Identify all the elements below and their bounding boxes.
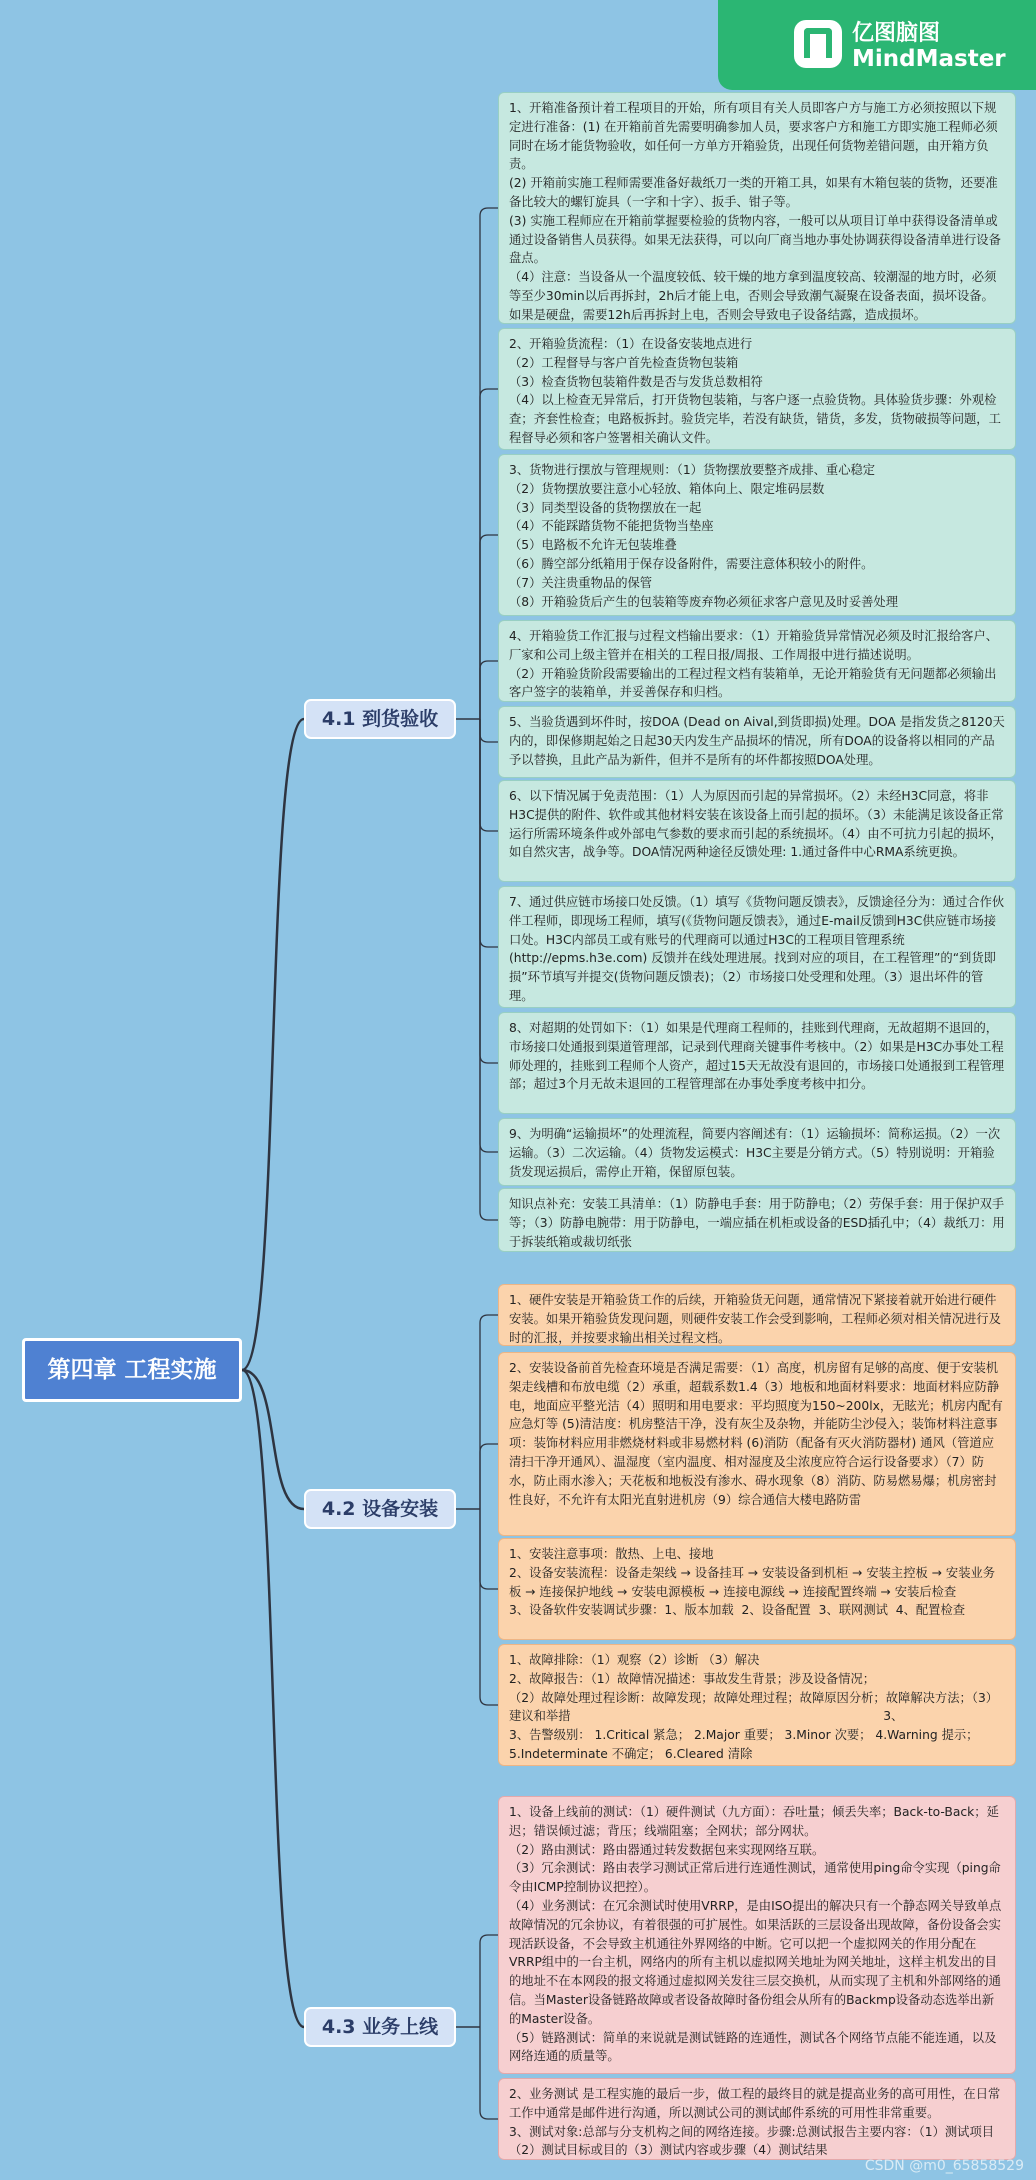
topic-node[interactable]: 4、开箱验货工作汇报与过程文档输出要求：（1）开箱验货异常情况必须及时汇报给客户、厂家和公司上级主管并在相关的工程日报/周报、工作周报中进行描述说明。 （2）开箱验货阶段需要输出的工程过程文档有装箱单，无论开箱验货有无问题都必须输出客户签字的装箱单，并妥善保存和归档。 — [498, 620, 1016, 702]
topic-node[interactable]: 6、以下情况属于免责范围：（1）人为原因而引起的异常损坏。（2）未经H3C同意，将非H3C提供的附件、软件或其他材料安装在该设备上而引起的损坏。（3）未能满足该设备正常运行所需环境条件或外部电气参数的要求而引起的系统损坏。（4）由不可抗力引起的损坏，如自然灾害，战争等。DOA情况两种途径反馈处理: 1.通过备件中心RMA系统更换。 — [498, 780, 1016, 882]
topic-node[interactable]: 知识点补充：安装工具清单：（1）防静电手套：用于防静电；（2）劳保手套：用于保护双手等；（3）防静电腕带：用于防静电，一端应插在机柜或设备的ESD插孔中；（4）裁纸刀：用于拆装纸箱或裁切纸张 — [498, 1188, 1016, 1252]
topic-node[interactable]: 1、安装注意事项：散热、上电、接地 2、设备安装流程：设备走架线 → 设备挂耳 → 安装设备到机柜 → 安装主控板 → 安装业务板 → 连接保护地线 → 安装电源模板 → 连接电源线 → 连接配置终端 → 安装后检查 3、设备软件安装调试步骤：1、版本加载 2、设备配置 3、联网测试 4、配置检查 — [498, 1538, 1016, 1640]
connector-line — [480, 719, 498, 947]
connector-line — [242, 1370, 304, 2027]
topic-node[interactable]: 2、业务测试 是工程实施的最后一步，做工程的最终目的就是提高业务的高可用性，在日常工作中通常是邮件进行沟通，所以测试公司的测试邮件系统的可用性非常重要。 3、测试对象:总部与分支机构之间的网络连接。步骤:总测试报告主要内容：（1）测试项目（2）测试目标或目的（3）测试内容或步骤（4）测试结果 — [498, 2078, 1016, 2160]
section-topic-4-3[interactable]: 4.3 业务上线 — [304, 2007, 456, 2047]
connector-line — [480, 389, 498, 719]
connector-line — [480, 2027, 498, 2119]
topic-node[interactable]: 1、故障排除：（1）观察（2）诊断 （3）解决 2、故障报告：（1）故障情况描述：事故发生背景；涉及设备情况； （2）故障处理过程诊断：故障发现；故障处理过程；故障原因分析；故障解决方法；（3）建议和举措 3、 3、告警级别： 1.Critical 紧急； 2.Major 重要； 3.Minor 次要； 4.Warning 提示； 5.Indeterminate 不确定； 6.Cleared 清除 — [498, 1644, 1016, 1766]
section-topic-4-2[interactable]: 4.2 设备安装 — [304, 1489, 456, 1529]
connector-line — [480, 719, 498, 1220]
connector-line — [242, 719, 304, 1370]
topic-node[interactable]: 2、开箱验货流程：（1）在设备安装地点进行 （2）工程督导与客户首先检查货物包装箱 （3）检查货物包装箱件数是否与发货总数相符 （4）以上检查无异常后，打开货物包装箱，与客户逐一点验货物。具体验货步骤：外观检查；齐套性检查；电路板拆封。验货完毕，若没有缺货，错货，多发，货物破损等问题，工程督导必须和客户签署相关确认文件。 — [498, 328, 1016, 450]
brand-badge — [718, 0, 1036, 90]
brand-name-en: MindMaster — [852, 46, 1006, 72]
root-topic[interactable]: 第四章 工程实施 — [22, 1338, 242, 1402]
topic-node[interactable]: 1、开箱准备预计着工程项目的开始，所有项目有关人员即客户方与施工方必须按照以下规定进行准备：(1) 在开箱前首先需要明确参加人员，要求客户方和施工方即实施工程师必须同时在场才能货物验收，如任何一方单方开箱验货，出现任何货物差错问题，由开箱方负责。 (2) 开箱前实施工程师需要准备好裁纸刀一类的开箱工具，如果有木箱包装的货物，还要准备比较大的螺钉旋具（一字和十字）、扳手、钳子等。 (3) 实施工程师应在开箱前掌握要检验的货物内容，一般可以从项目订单中获得设备清单或通过设备销售人员获得。如果无法获得，可以向厂商当地办事处协调获得设备清单进行设备盘点。 （4）注意：当设备从一个温度较低、较干燥的地方拿到温度较高、较潮湿的地方时，必须等至少30min以后再拆封，2h后才能上电，否则会导致潮气凝聚在设备表面，损坏设备。如果是硬盘，需要12h后再拆封上电，否则会导致电子设备结露，造成损坏。 — [498, 92, 1016, 324]
topic-node[interactable]: 9、为明确“运输损坏”的处理流程，简要内容阐述有：（1）运输损坏：简称运损。（2）一次运输。（3）二次运输。（4）货物发运模式：H3C主要是分销方式。（5）特别说明：开箱验货发现运损后，需停止开箱，保留原包装。 — [498, 1118, 1016, 1186]
topic-node[interactable]: 2、安装设备前首先检查环境是否满足需要：（1）高度，机房留有足够的高度、便于安装机架走线槽和布放电缆（2）承重，超载系数1.4（3）地板和地面材料要求：地面材料应防静电，地面应平整光洁（4）照明和用电要求：平均照度为150~200lx，无眩光；机房内配有应急灯等 (5)清洁度：机房整洁干净，没有灰尘及杂物，并能防尘沙侵入；装饰材料注意事项：装饰材料应用非燃烧材料或非易燃材料 (6)消防（配备有灭火消防器材) 通风（管道应清扫干净开通风）、温湿度（室内温度、相对湿度及尘浓度应符合运行设备要求）（7）防水，防止雨水渗入；天花板和地板没有渗水、碍水现象（8）消防、防易燃易爆；机房密封性良好，不允许有太阳光直射进机房（9）综合通信大楼电路防雷 — [498, 1352, 1016, 1536]
mindmaster-logo-icon — [794, 20, 842, 68]
csdn-credit: CSDN @m0_65858529 — [864, 2158, 1024, 2174]
connector-line — [480, 208, 498, 719]
topic-node[interactable]: 3、货物进行摆放与管理规则：（1）货物摆放要整齐成排、重心稳定 （2）货物摆放要注意小心轻放、箱体向上、限定堆码层数 （3）同类型设备的货物摆放在一起 （4）不能踩踏货物不能把货物当垫座 （5）电路板不允许无包装堆叠 （6）腾空部分纸箱用于保存设备附件，需要注意体积较小的附件。 （7）关注贵重物品的保管 （8）开箱验货后产生的包装箱等废弃物必须征求客户意见及时妥善处理 — [498, 454, 1016, 616]
connector-line — [480, 719, 498, 1063]
connector-line — [480, 719, 498, 831]
topic-node[interactable]: 1、设备上线前的测试：（1）硬件测试（九方面）：吞吐量；倾丢失率；Back-to-Back；延迟；错误倾过滤；背压；线端阻塞；全网状；部分网状。 （2）路由测试：路由器通过转发数据包来实现网络互联。 （3）冗余测试：路由表学习测试正常后进行连通性测试，通常使用ping命令实现（ping命令由ICMP控制协议把控）。 （4）业务测试：在冗余测试时使用VRRP，是由ISO提出的解决只有一个静态网关导致单点故障情况的冗余协议，有着很强的可扩展性。如果活跃的三层设备出现故障，备份设备会实现活跃设备，不会导致主机通往外界网络的中断。它可以把一个虚拟网关的作用分配在 VRRP组中的一台主机，网络内的所有主机以虚拟网关地址为网关地址，这样主机发出的目的地址不在本网段的报文将通过虚拟网关发往三层交换机，从而实现了主机和外部网络的通信。当Master设备链路故障或者设备故障时备份组会从所有的Backmp设备动态选举出新的Master设备。 （5）链路测试：简单的来说就是测试链路的连通性，测试各个网络节点能不能连通，以及网络连通的质量等。 — [498, 1796, 1016, 2074]
connector-line — [242, 1370, 304, 1509]
section-topic-4-1[interactable]: 4.1 到货验收 — [304, 699, 456, 739]
topic-node[interactable]: 7、通过供应链市场接口处反馈。（1）填写《货物问题反馈表》，反馈途径分为：通过合作伙伴工程师，即现场工程师，填写(《货物问题反馈表》，通过E-mail反馈到H3C供应链市场接口处。H3C内部员工或有账号的代理商可以通过H3C的工程项目管理系统(http://epms.h3e.com) 反馈并在线处理进展。找到对应的项目，在工程管理”的“到货即损”环节填写并提交(货物问题反馈表)；（2）市场接口处受理和处理。（3）退出坏件的管理。 — [498, 886, 1016, 1008]
topic-node[interactable]: 8、对超期的处罚如下：（1）如果是代理商工程师的，挂账到代理商，无故超期不退回的，市场接口处通报到渠道管理部，记录到代理商关键事件考核中。（2）如果是H3C办事处工程师处理的，挂账到工程师个人资产，超过15天无故没有退回的，市场接口处通报到工程管理部；超过3个月无故未退回的工程管理部在办事处季度考核中扣分。 — [498, 1012, 1016, 1114]
topic-node[interactable]: 1、硬件安装是开箱验货工作的后续，开箱验货无问题，通常情况下紧接着就开始进行硬件安装。如果开箱验货发现问题，则硬件安装工作会受到影响，工程师必须对相关情况进行及时的汇报，并按要求输出相关过程文档。 — [498, 1284, 1016, 1346]
brand-name-cn: 亿图脑图 — [852, 21, 941, 46]
connector-line — [480, 1444, 498, 1509]
connector-line — [480, 1509, 498, 1705]
connector-line — [480, 661, 498, 719]
connector-line — [480, 1935, 498, 2027]
connector-line — [480, 1315, 498, 1509]
topic-node[interactable]: 5、当验货遇到坏件时，按DOA (Dead on Aival,到货即损)处理。DOA 是指发货之8120天内的，即保修期起始之日起30天内发生产品损坏的情况，所有DOA的设备将以相同的产品予以替换，且此产品为新件，但并不是所有的坏件都按照DOA处理。 — [498, 706, 1016, 778]
connector-line — [480, 719, 498, 1152]
connector-line — [480, 1509, 498, 1589]
connector-line — [480, 719, 498, 742]
connector-line — [480, 535, 498, 719]
